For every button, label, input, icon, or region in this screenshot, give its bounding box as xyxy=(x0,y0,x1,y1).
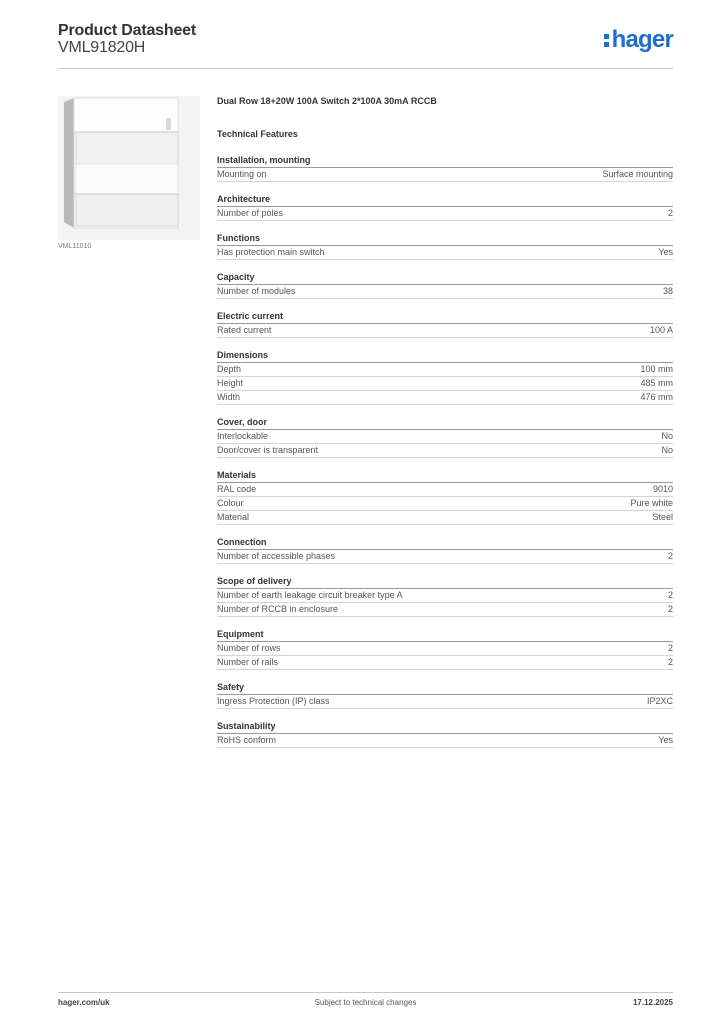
feature-group-title: Electric current xyxy=(217,310,673,324)
feature-group xyxy=(217,232,673,260)
feature-row xyxy=(217,656,673,670)
feature-label: Rated current xyxy=(217,325,272,335)
feature-value: 100 mm xyxy=(640,364,673,374)
feature-value: 2 xyxy=(667,604,673,614)
feature-group xyxy=(217,271,673,299)
feature-row xyxy=(217,444,673,458)
logo-dots-icon xyxy=(604,34,609,47)
feature-label: Colour xyxy=(217,498,244,508)
feature-label: Has protection main switch xyxy=(217,247,325,257)
feature-label: Number of RCCB in enclosure xyxy=(217,604,339,614)
feature-value: Yes xyxy=(658,735,673,745)
feature-label: Width xyxy=(217,392,241,402)
page-title: Product Datasheet xyxy=(58,22,196,39)
feature-group-title: Equipment xyxy=(217,628,673,642)
feature-group xyxy=(217,416,673,458)
feature-row xyxy=(217,363,673,377)
feature-row xyxy=(217,377,673,391)
feature-row xyxy=(217,734,673,748)
footer-notice: Subject to technical changes xyxy=(314,998,417,1007)
feature-label: Number of rails xyxy=(217,657,279,667)
feature-label: RAL code xyxy=(217,484,257,494)
logo-wordmark: hager xyxy=(611,26,673,53)
feature-row xyxy=(217,246,673,260)
feature-group xyxy=(217,193,673,221)
feature-value: 38 xyxy=(662,286,673,296)
header-divider xyxy=(58,68,673,69)
feature-value: IP2XC xyxy=(646,696,673,706)
feature-value: No xyxy=(661,445,673,455)
feature-row xyxy=(217,695,673,709)
feature-group-title: Cover, door xyxy=(217,416,673,430)
feature-value: 2 xyxy=(667,208,673,218)
page-header xyxy=(58,20,673,68)
feature-label: Door/cover is transparent xyxy=(217,445,319,455)
feature-group xyxy=(217,536,673,564)
feature-label: Number of rows xyxy=(217,643,281,653)
feature-row xyxy=(217,207,673,221)
feature-row xyxy=(217,430,673,444)
feature-group-title: Installation, mounting xyxy=(217,154,673,168)
feature-value: 2 xyxy=(667,590,673,600)
technical-features xyxy=(217,96,673,759)
image-caption: VML11010 xyxy=(58,243,92,250)
feature-group xyxy=(217,349,673,405)
feature-row xyxy=(217,603,673,617)
feature-label: Depth xyxy=(217,364,242,374)
section-title: Technical Features xyxy=(217,129,298,139)
feature-value: 100 A xyxy=(649,325,673,335)
feature-label: Number of earth leakage circuit breaker type A xyxy=(217,590,403,600)
feature-value: No xyxy=(661,431,673,441)
feature-value: 2 xyxy=(667,657,673,667)
feature-label: Material xyxy=(217,512,250,522)
feature-row xyxy=(217,285,673,299)
product-description: Dual Row 18+20W 100A Switch 2*100A 30mA RCCB xyxy=(217,96,437,106)
feature-row xyxy=(217,324,673,338)
feature-group xyxy=(217,720,673,748)
product-image xyxy=(58,96,200,240)
feature-row xyxy=(217,511,673,525)
feature-label: Height xyxy=(217,378,244,388)
feature-label: Number of modules xyxy=(217,286,296,296)
feature-group xyxy=(217,154,673,182)
consumer-unit-enclosure-image xyxy=(58,96,200,240)
feature-label: Ingress Protection (IP) class xyxy=(217,696,330,706)
feature-group-title: Scope of delivery xyxy=(217,575,673,589)
feature-group-title: Dimensions xyxy=(217,349,673,363)
feature-group-title: Capacity xyxy=(217,271,673,285)
feature-value: Yes xyxy=(658,247,673,257)
feature-row xyxy=(217,168,673,182)
page-footer xyxy=(58,998,673,1010)
feature-group-title: Safety xyxy=(217,681,673,695)
feature-label: Mounting on xyxy=(217,169,267,179)
feature-label: Interlockable xyxy=(217,431,269,441)
feature-value: 476 mm xyxy=(640,392,673,402)
feature-value: Steel xyxy=(652,512,673,522)
feature-row xyxy=(217,550,673,564)
feature-value: 2 xyxy=(667,551,673,561)
feature-value: 2 xyxy=(667,643,673,653)
feature-group-title: Materials xyxy=(217,469,673,483)
feature-label: Number of accessible phases xyxy=(217,551,336,561)
feature-row xyxy=(217,483,673,497)
feature-row xyxy=(217,497,673,511)
feature-group xyxy=(217,628,673,670)
footer-divider xyxy=(58,992,673,993)
feature-value: 9010 xyxy=(652,484,673,494)
feature-value: Pure white xyxy=(630,498,673,508)
feature-group-title: Sustainability xyxy=(217,720,673,734)
product-reference: VML91820H xyxy=(58,39,146,56)
feature-group xyxy=(217,575,673,617)
feature-groups xyxy=(217,154,673,748)
feature-group xyxy=(217,681,673,709)
feature-label: Number of poles xyxy=(217,208,284,218)
feature-value: Surface mounting xyxy=(602,169,673,179)
feature-label: RoHS conform xyxy=(217,735,277,745)
feature-group xyxy=(217,310,673,338)
feature-row xyxy=(217,391,673,405)
feature-group-title: Architecture xyxy=(217,193,673,207)
footer-website: hager.com/uk xyxy=(58,998,110,1007)
feature-row xyxy=(217,642,673,656)
feature-value: 485 mm xyxy=(640,378,673,388)
feature-group xyxy=(217,469,673,525)
hager-logo xyxy=(604,26,673,54)
feature-group-title: Connection xyxy=(217,536,673,550)
feature-row xyxy=(217,589,673,603)
feature-group-title: Functions xyxy=(217,232,673,246)
footer-date: 17.12.2025 xyxy=(632,998,673,1007)
